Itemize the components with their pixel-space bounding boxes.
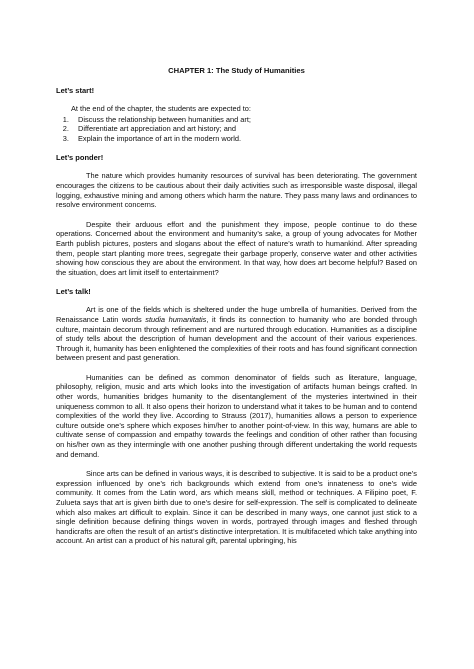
objective-item: 3. Explain the importance of art in the modern world.	[71, 134, 417, 144]
document-body	[56, 66, 417, 556]
chapter-title: CHAPTER 1: The Study of Humanities	[168, 66, 305, 75]
section-heading-lets-start: Let’s start!	[56, 86, 95, 95]
talk-paragraph-1	[56, 305, 417, 363]
talk-paragraph-2: Humanities can be defined as common denominator of fields such as literature, language, philosophy, religion, music and arts which looks into the investigation of artifacts human beings crafted. In other words, humanities bridges humanity to the disentanglement of the mysteries intertwined in their uniqueness common to all. It also opens their horizon to understand what it takes to be human and to contend complexities of the world they live. According to Strauss (2017), humanities allows a person to experience culture outside one’s sphere which exposes him/her to another point-of-view. In this way, humans are able to cultivate sense of compassion and empathy towards the feelings and condition of other rather than focusing on his/her own as they intermingle with one another pushing through different undertaking the world requests and demand.	[56, 372, 417, 459]
section-heading-lets-talk: Let’s talk!	[56, 287, 91, 297]
objective-item: 1. Discuss the relationship between humanities and art;	[71, 115, 417, 125]
talk-paragraph-1-text-a: Art is one of the fields which is sheltered under the huge umbrella of humanities. Derived from the Renaissance Latin words	[56, 305, 417, 324]
talk-paragraph-3: Since arts can be defined in various ways, it is described to subjective. It is said to be a product one’s expression influenced by one’s rich backgrounds which extend from one’s innateness to one’s wide community. It comes from the Latin word, ars which means skill, method or techniques. A Filipino poet, F. Zulueta says that art is given birth due to one’s desire for self-expression. The self is complicated to delineate which also makes art difficult to explain. Since it can be described in many ways, one cannot just stick to a single definition because defining things woven in words, portrayed through images and fleshed through handicrafts are often the result of an artist’s distinctive interpretation. It is multifaceted which take anything into account. An artist can a product of his natural gift, parental upbringing, his	[56, 469, 417, 546]
section-lets-talk	[56, 287, 417, 546]
ponder-paragraph: The nature which provides humanity resources of survival has been deteriorating. The government encourages the citizens to be cautious about their daily activities such as irresponsible waste disposal, illegal logging, exhaustive mining and among others which harm the nature. They pass many laws and ordinances to resolve environment concerns.	[56, 171, 417, 210]
ponder-paragraph: Despite their arduous effort and the punishment they impose, people continue to do these operations. Concerned about the environment and humanity’s sake, a group of young advocates for Mother Earth publish pictures, posters and slogans about the effect of nature’s wrath to humankind. After spreading them, people start planting more trees, segregate their garbage properly, conserve water and other activities showing how conscious they are about the environment. In that way, how does art become helpful? Based on the situation, does art limit itself to entertainment?	[56, 219, 417, 277]
section-lets-start	[56, 86, 417, 143]
section-heading-lets-ponder: Let’s ponder!	[56, 153, 104, 163]
objectives-intro: At the end of the chapter, the students are expected to:	[71, 104, 251, 113]
section-lets-ponder	[56, 153, 417, 277]
objective-item: 2. Differentiate art appreciation and art history; and	[71, 124, 417, 134]
objectives-list	[56, 115, 417, 144]
latin-term: studia humanitatis	[145, 314, 207, 324]
talk-paragraph-1-text-b: , it finds its connection to humanity who are bonded through culture, maintain decorum through refinement and are nurtured through education. Humanities as a discipline of study tells about the description of human development and the account of their various experiences. Through it, humanity has been enlightened the complexities of their roots and has found significant connection between present and past generation.	[56, 314, 417, 363]
